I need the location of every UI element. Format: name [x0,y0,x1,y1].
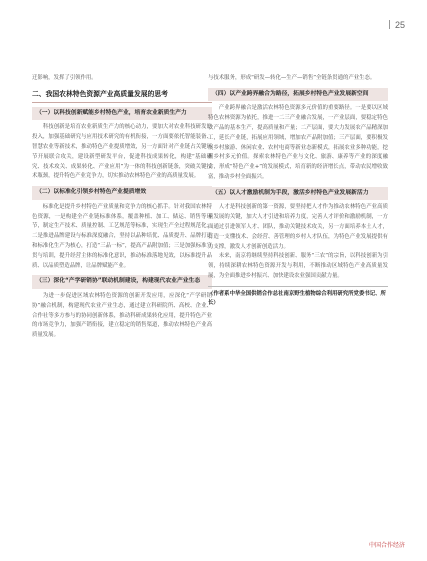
page-number-text: 25 [394,20,405,30]
subheading-4: （四）以产业跨界融合为路径，拓展乡村特色产业发展新空间 [208,88,388,102]
subheading-1: （一）以科技创新赋能乡村特色产业，培育农业新质生产力 [32,107,212,121]
subheading-3: （三）深化“产学研销协”联动机制建设，构建现代农业产业生态 [32,275,212,289]
paragraph-2: 标准化是提升乡村特色产业质量和竞争力的核心抓手。针对我国农林特色资源，一是构建全产业链标准体系，覆盖种植、加工、储运、销售等环节，制定生产技术、质量控制、工艺规范等标准，实现生产全过程规范化；二是推进品牌建设与标准深度融合，坚持以品种培优、品质提升、品牌打造和标准化生产为核心，打造“三品一标”，提高产品附加值；三是加强标准宣贯与培训，提升经营主体的标准化意识，推动标准落地见效，以标准提升品质、以品质塑造品牌，让品牌赋能产业。 [32,203,212,269]
page-number-divider [389,20,390,29]
left-column [32,74,212,341]
right-column [208,74,388,309]
subheading-2: （二）以标准化引领乡村特色产业提质增效 [32,186,212,200]
paragraph-1: 科技创新是培育农业新质生产力的核心动力，要加大对农业科技研发的投入，加强基础研究与应用技术研究的有机衔接，一方面要依托智能装备、智慧农业等新技术，推动特色产业提质增效，另一方面针对产业链占关键环节开展联合攻关，建设新型研发平台，促进科技成果转化，构建“基础研究、技术攻关、成果转化、产业应用”为一体的科技创新链条，突破关键技术瓶颈，提升特色产业竞争力，切实推动农林特色产业的高质量发展。 [32,124,212,180]
section-title: 二、我国农林特色资源产业高质量发展的思考 [32,89,212,103]
paragraph-4: 产业跨界融合是激活农林特色资源多元价值的重要路径。一是要以区域特色农林资源为依托，推进一二三产业融合发展，一产业层面，要稳定特色农产品的基本生产，提高质量和产量；二产层面，要大力发展农产品精深加工，延长产业链，拓展应用领域，增加农产品附加值；三产层面，要积极发展乡村旅游、休闲农业、农村电商等新业态新模式，拓展农业多种功能，挖掘乡村多元价值。探索农林特色产业与文化、旅游、康养等产业的深度融合，形成“特色产业+”的发展模式，培育新的经济增长点，带动农民增收致富，推动乡村全面振兴。 [208,105,388,180]
paragraph-5: 人才是科技创新的第一资源，要坚持把人才作为推动农林特色产业高质量发展的关键，加大人才引进和培养力度，完善人才评价和激励机制，一方面通过引进领军人才、团队，推动关键技术攻关，另一方面培养本土人才，打造一支懂技术、会经营、善管理的乡村人才队伍，为特色产业发展提供有力支撑，激发人才创新创造活力。 [208,204,388,250]
author-caption: （作者系中华全国供销合作总社南京野生植物综合利用研究所党委书记、所长） [208,286,388,309]
footer-brand: 中国合作经济 [368,542,405,549]
continued-paragraph: 迁影响，发挥了引领作用。 [32,75,97,81]
continued-paragraph-right: 与技术服务，形成“研发—转化—生产—销售”全链条贯通的产业生态。 [208,75,376,81]
paragraph-6: 未来，南京将继续坚持科技创新、服务“三农”的宗旨，以科技创新为引领，持续深耕农林特色资源开发与利用，不断推动区域特色产业高质量发展，为全面推进乡村振兴、加快建设农业强国贡献力量。 [208,253,388,279]
paragraph-3: 为进一步促进区域农林特色资源的创新开发应用，应深化“产学研销协”融合机制，构建现代农业产业生态，通过建立科研院所、高校、企业、合作社等多方参与的协同创新体系，推动科研成果转化应用，提升特色产业的市场竞争力，加强产销衔接，建立稳定的销售渠道，推动农林特色产业高质量发展。 [32,292,212,339]
page-number [389,20,405,30]
subheading-5: （五）以人才激励机制为手段，激活乡村特色产业发展新活力 [208,187,388,201]
